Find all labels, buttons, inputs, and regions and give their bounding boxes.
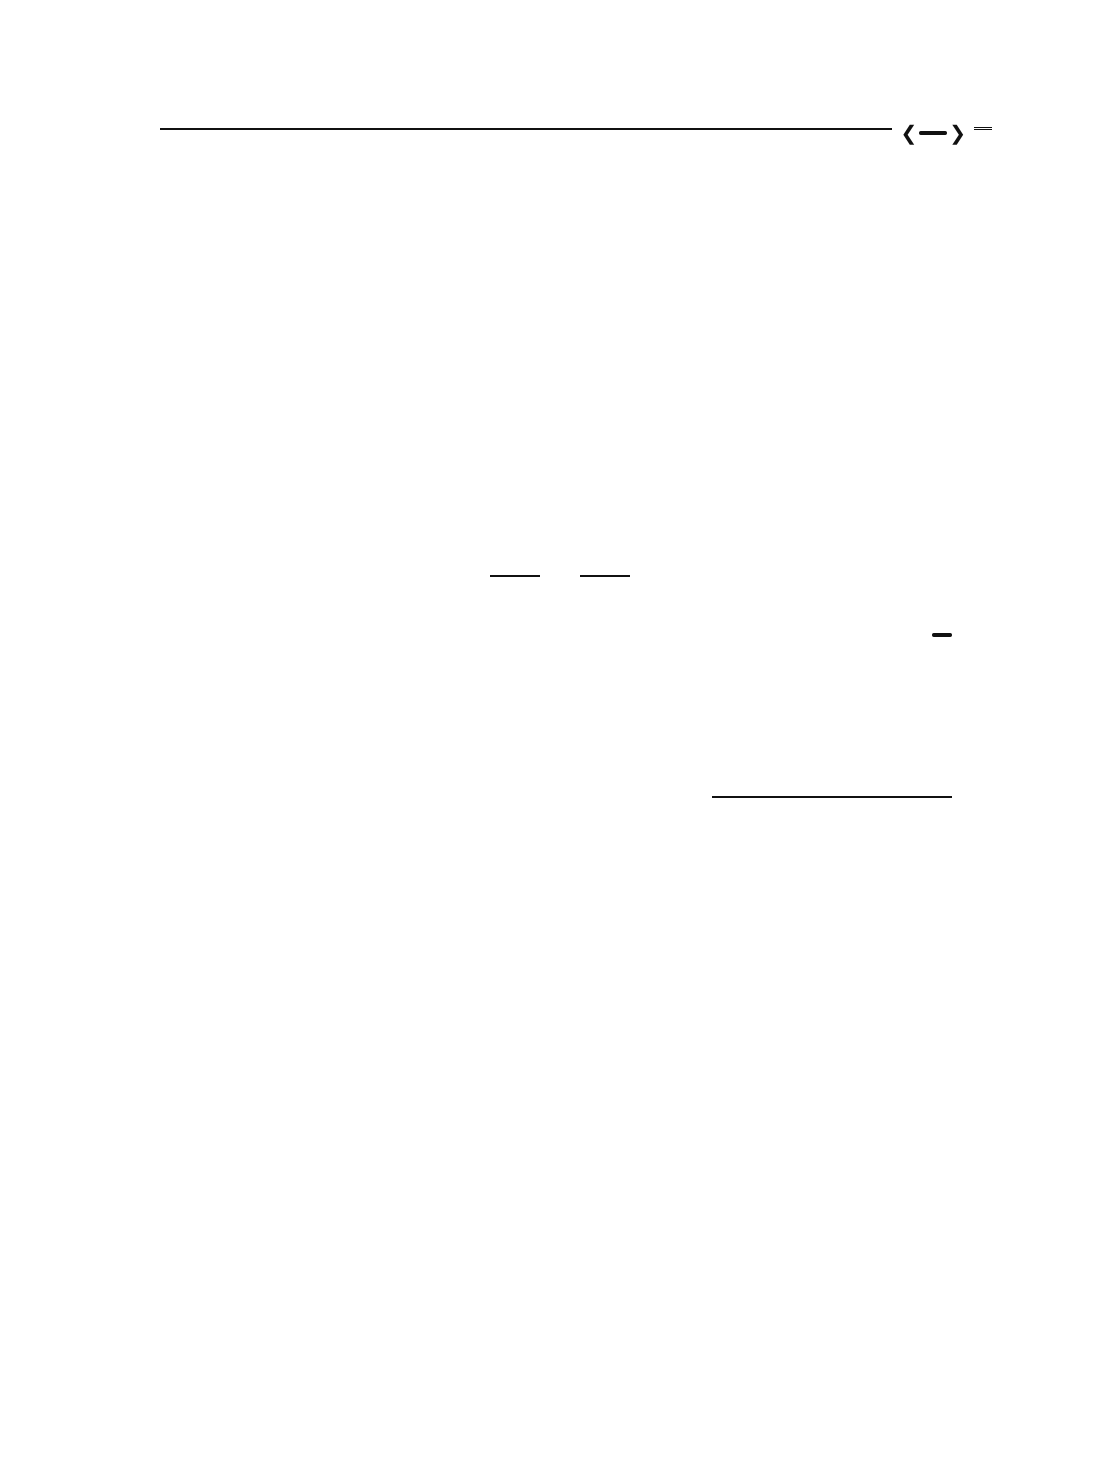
header-rule	[160, 128, 960, 130]
heading-rule	[580, 575, 630, 577]
hadith-text	[154, 608, 952, 652]
section-divider-ornament	[480, 498, 624, 522]
footnote-rule	[712, 796, 952, 798]
frame-cap-icon: ❮	[949, 121, 966, 145]
heading-rule	[490, 575, 540, 577]
hadith-number	[932, 633, 952, 637]
hadith-block	[154, 608, 952, 652]
page-number-frame	[892, 116, 974, 150]
frame-cap-icon: ❯	[900, 121, 918, 145]
page-number	[919, 131, 947, 135]
chapter-heading	[300, 548, 820, 604]
